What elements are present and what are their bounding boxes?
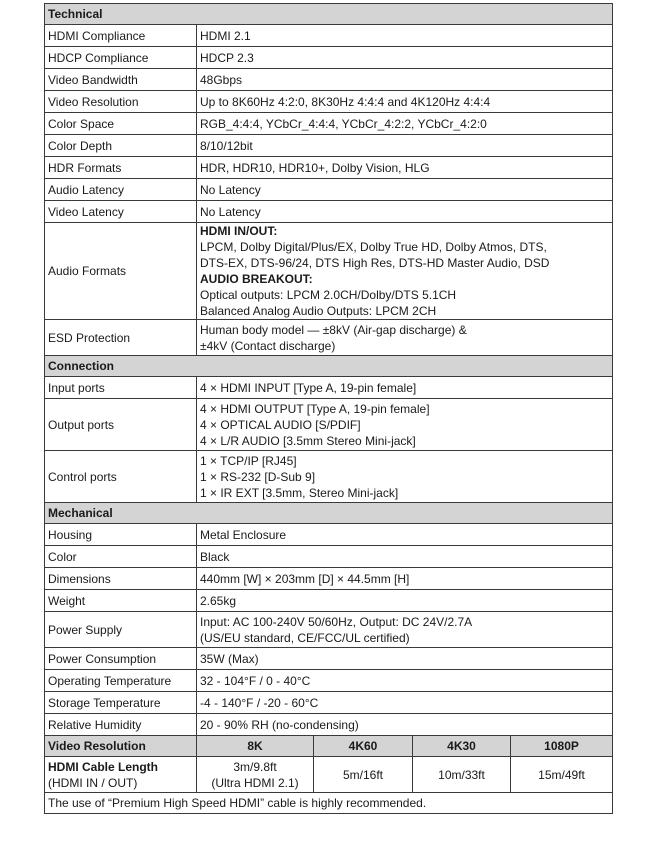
- spec-value-line: Optical outputs: LPCM 2.0CH/Dolby/DTS 5.1CH: [200, 288, 457, 302]
- resolution-column-header: 8K: [197, 736, 314, 757]
- spec-value: [197, 157, 613, 179]
- spec-value-line: No Latency: [200, 182, 261, 197]
- spec-row: [45, 377, 613, 399]
- spec-value: [197, 670, 613, 692]
- spec-row: [45, 524, 613, 546]
- cable-header-row: [45, 736, 613, 757]
- note-row: [45, 793, 613, 814]
- cable-length-value: [314, 757, 413, 793]
- resolution-column-header: 4K60: [314, 736, 413, 757]
- spec-row: [45, 612, 613, 648]
- spec-value: [197, 179, 613, 201]
- spec-label: Power Consumption: [45, 648, 197, 670]
- cable-length-value-line: 3m/9.8ft: [233, 759, 277, 774]
- spec-row: [45, 201, 613, 223]
- spec-value: [197, 590, 613, 612]
- spec-value: [197, 714, 613, 736]
- spec-row: [45, 546, 613, 568]
- connection-section: [45, 356, 613, 377]
- spec-row: [45, 714, 613, 736]
- spec-value-line: Up to 8K60Hz 4:2:0, 8K30Hz 4:4:4 and 4K120Hz 4:4:4: [200, 94, 491, 109]
- spec-label: HDMI Compliance: [45, 25, 197, 47]
- spec-value: [197, 692, 613, 714]
- spec-label: Housing: [45, 524, 197, 546]
- audio-breakout-heading: AUDIO BREAKOUT:: [200, 272, 313, 286]
- spec-value-line: 1 × TCP/IP [RJ45]: [200, 453, 297, 468]
- spec-row: [45, 670, 613, 692]
- spec-value-line: 32 - 104°F / 0 - 40°C: [200, 673, 311, 688]
- spec-value-line: 1 × IR EXT [3.5mm, Stereo Mini-jack]: [200, 485, 399, 500]
- spec-value-line: 1 × RS-232 [D-Sub 9]: [200, 469, 316, 484]
- spec-label: Color Space: [45, 113, 197, 135]
- video-resolution-header: Video Resolution: [45, 736, 197, 757]
- spec-value-line: 4 × HDMI OUTPUT [Type A, 19-pin female]: [200, 401, 430, 416]
- spec-value: [197, 399, 613, 451]
- cable-note: The use of “Premium High Speed HDMI” cable is highly recommended.: [45, 793, 613, 814]
- hdmi-audio-heading: HDMI IN/OUT:: [200, 224, 278, 238]
- spec-value-line: 440mm [W] × 203mm [D] × 44.5mm [H]: [200, 571, 410, 586]
- cable-length-value: [511, 757, 613, 793]
- spec-value: [197, 25, 613, 47]
- resolution-column-header: 1080P: [511, 736, 613, 757]
- spec-value-line: Balanced Analog Audio Outputs: LPCM 2CH: [200, 304, 437, 318]
- spec-label: Color: [45, 546, 197, 568]
- spec-value-line: 2.65kg: [200, 593, 237, 608]
- cable-length-value: [197, 757, 314, 793]
- spec-row: [45, 135, 613, 157]
- spec-row: [45, 568, 613, 590]
- cable-length-value-line: 10m/33ft: [438, 767, 485, 782]
- spec-value: [197, 135, 613, 157]
- spec-label: HDCP Compliance: [45, 47, 197, 69]
- spec-value-line: ±4kV (Contact discharge): [200, 338, 336, 353]
- spec-value-line: 35W (Max): [200, 651, 259, 666]
- spec-row: [45, 179, 613, 201]
- spec-label: Audio Latency: [45, 179, 197, 201]
- spec-label: HDR Formats: [45, 157, 197, 179]
- spec-value-line: 4 × HDMI INPUT [Type A, 19-pin female]: [200, 380, 417, 395]
- spec-value: [197, 91, 613, 113]
- spec-value: [197, 223, 613, 320]
- spec-value: [197, 451, 613, 503]
- spec-label: Color Depth: [45, 135, 197, 157]
- spec-row: [45, 113, 613, 135]
- spec-value-line: 8/10/12bit: [200, 138, 253, 153]
- spec-row: [45, 451, 613, 503]
- spec-label: Power Supply: [45, 612, 197, 648]
- spec-row: [45, 692, 613, 714]
- spec-value: [197, 69, 613, 91]
- spec-value-line: Black: [200, 549, 230, 564]
- spec-value-line: HDMI 2.1: [200, 28, 251, 43]
- spec-value: [197, 546, 613, 568]
- spec-label: Operating Temperature: [45, 670, 197, 692]
- spec-value-line: RGB_4:4:4, YCbCr_4:4:4, YCbCr_4:2:2, YCbCr_4:2:0: [200, 116, 487, 131]
- mechanical-section: [45, 503, 613, 524]
- cable-length-subtitle: (HDMI IN / OUT): [48, 775, 138, 790]
- spec-label: Video Bandwidth: [45, 69, 197, 91]
- spec-row: [45, 399, 613, 451]
- spec-value-line: -4 - 140°F / -20 - 60°C: [200, 695, 319, 710]
- spec-value: [197, 524, 613, 546]
- spec-row: [45, 91, 613, 113]
- spec-label: Video Resolution: [45, 91, 197, 113]
- spec-value: [197, 377, 613, 399]
- cable-length-row: [45, 757, 613, 793]
- spec-row: [45, 25, 613, 47]
- spec-label: Video Latency: [45, 201, 197, 223]
- connection-section-title: Connection: [45, 356, 613, 377]
- cable-length-value-line: 5m/16ft: [342, 767, 384, 782]
- spec-row: [45, 69, 613, 91]
- spec-label: Weight: [45, 590, 197, 612]
- spec-label: Audio Formats: [45, 223, 197, 320]
- spec-row: [45, 590, 613, 612]
- spec-row: [45, 47, 613, 69]
- spec-value-line: 4 × L/R AUDIO [3.5mm Stereo Mini-jack]: [200, 433, 416, 448]
- cable-length-title: HDMI Cable Length: [48, 759, 158, 774]
- spec-value-line: LPCM, Dolby Digital/Plus/EX, Dolby True HD, Dolby Atmos, DTS,: [200, 240, 547, 254]
- spec-value-line: DTS-EX, DTS-96/24, DTS High Res, DTS-HD Master Audio, DSD: [200, 256, 550, 270]
- spec-value-line: 4 × OPTICAL AUDIO [S/PDIF]: [200, 417, 361, 432]
- spec-label: ESD Protection: [45, 320, 197, 356]
- spec-value-line: 20 - 90% RH (no-condensing): [200, 717, 359, 732]
- spec-row-esd: [45, 320, 613, 356]
- spec-value: [197, 612, 613, 648]
- technical-section: [45, 4, 613, 25]
- spec-label: Output ports: [45, 399, 197, 451]
- spec-value: [197, 47, 613, 69]
- spec-value-line: No Latency: [200, 204, 261, 219]
- spec-label: Dimensions: [45, 568, 197, 590]
- spec-value-line: Human body model — ±8kV (Air-gap discharge) &: [200, 322, 467, 337]
- spec-value-line: HDR, HDR10, HDR10+, Dolby Vision, HLG: [200, 160, 430, 175]
- spec-value: [197, 568, 613, 590]
- cable-length-value: [413, 757, 511, 793]
- spec-label: Storage Temperature: [45, 692, 197, 714]
- cable-length-label: [45, 757, 197, 793]
- spec-value: [197, 320, 613, 356]
- spec-value-line: Metal Enclosure: [200, 527, 287, 542]
- spec-value: [197, 648, 613, 670]
- spec-value-line: 48Gbps: [200, 72, 243, 87]
- spec-value-line: HDCP 2.3: [200, 50, 254, 65]
- spec-row: [45, 648, 613, 670]
- cable-length-value-line: (Ultra HDMI 2.1): [211, 775, 299, 790]
- cable-length-value-line: 15m/49ft: [538, 767, 585, 782]
- spec-label: Relative Humidity: [45, 714, 197, 736]
- spec-label: Control ports: [45, 451, 197, 503]
- resolution-column-header: 4K30: [413, 736, 511, 757]
- technical-section-title: Technical: [45, 4, 613, 25]
- spec-label: Input ports: [45, 377, 197, 399]
- spec-value: [197, 201, 613, 223]
- spec-value-line: (US/EU standard, CE/FCC/UL certified): [200, 630, 410, 645]
- mechanical-section-title: Mechanical: [45, 503, 613, 524]
- spec-row: [45, 157, 613, 179]
- spec-value: [197, 113, 613, 135]
- spec-table: [44, 3, 613, 814]
- spec-value-line: Input: AC 100-240V 50/60Hz, Output: DC 24V/2.7A: [200, 614, 473, 629]
- spec-row-audio-formats: [45, 223, 613, 320]
